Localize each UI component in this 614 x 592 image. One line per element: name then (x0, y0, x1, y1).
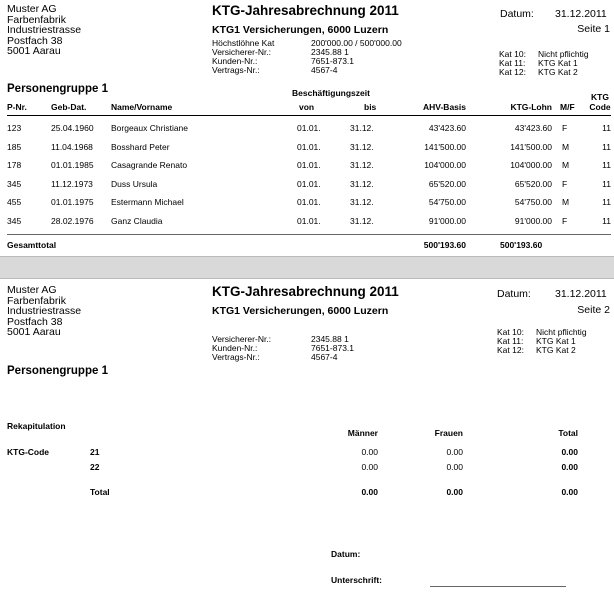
date-value: 31.12.2011 (555, 288, 607, 300)
cell-name: Casagrande Renato (111, 160, 188, 171)
cell-ktg: 91'000.00 (514, 216, 552, 226)
cell-dob: 11.04.1968 (51, 141, 93, 152)
cell-pnr: 178 (7, 160, 22, 171)
company-street: Industriestrasse (7, 24, 82, 36)
col-ktg: KTG-Lohn (510, 102, 552, 112)
col-from: von (299, 102, 315, 112)
col-code-top: KTG (591, 92, 609, 102)
customer-no-label: Kunden-Nr.: (212, 343, 258, 353)
category-text: KTG Kat 1 (536, 336, 576, 346)
cell-mf: F (562, 178, 568, 189)
cell-to: 31.12. (350, 197, 374, 208)
col-ahv: AHV-Basis (423, 102, 466, 112)
insurer-no-label: Versicherer-Nr.: (212, 334, 272, 344)
cell-ktg: 65'520.00 (514, 178, 552, 189)
cell-dob: 01.01.1975 (51, 197, 94, 208)
customer-no-value: 7651-873.1 (311, 343, 355, 353)
max-salary-label: Höchstlöhne Kat (212, 38, 275, 48)
recap-label: Rekapitulation (7, 421, 66, 431)
report-page-1 (0, 0, 614, 257)
cell-name: Borgeaux Christiane (111, 123, 189, 133)
col-men: Männer (347, 428, 378, 438)
signature-line (430, 586, 566, 587)
report-title: KTG-Jahresabrechnung 2011 (212, 3, 399, 18)
category-text: KTG Kat 1 (538, 58, 578, 68)
col-name: Name/Vorname (111, 102, 173, 112)
cell-ktg: 141'500.00 (510, 141, 552, 152)
recap-total: 0.00 (561, 462, 578, 472)
recap-total-women: 0.00 (446, 487, 463, 497)
company-name: Muster AG (7, 284, 57, 296)
cell-pnr: 123 (7, 123, 22, 133)
cell-name: Duss Ursula (111, 178, 158, 189)
cell-ahv: 54'750.00 (428, 197, 466, 208)
cell-ahv: 43'423.60 (428, 123, 466, 133)
cell-from: 01.01. (297, 160, 321, 171)
cell-from: 01.01. (297, 197, 321, 208)
company-address (7, 4, 81, 57)
recap-code: 22 (90, 462, 100, 472)
cell-dob: 11.12.1973 (51, 178, 93, 189)
cell-from: 01.01. (297, 178, 321, 189)
category-code: Kat 12: (499, 67, 526, 77)
cell-code: 11 (602, 216, 611, 226)
cell-code: 11 (602, 160, 611, 171)
date-value: 31.12.2011 (555, 8, 607, 20)
cell-ahv: 65'520.00 (428, 178, 466, 189)
insurer-no-value: 2345.88 1 (311, 334, 349, 344)
grand-total-ahv: 500'193.60 (423, 240, 466, 250)
page-number: Seite 1 (577, 23, 610, 35)
recap-men: 0.00 (361, 462, 378, 472)
insurer-no-label: Versicherer-Nr.: (212, 47, 272, 57)
cell-mf: M (562, 141, 570, 152)
company-street: Industriestrasse (7, 305, 82, 317)
cell-from: 01.01. (297, 123, 321, 133)
cell-code: 11 (602, 197, 611, 208)
cell-mf: F (562, 123, 568, 133)
category-text: Nicht pflichtig (538, 49, 589, 59)
max-salary-value: 200'000.00 / 500'000.00 (311, 38, 402, 48)
cell-code: 11 (602, 178, 611, 189)
category-codes (497, 328, 524, 355)
date-label: Datum: (497, 288, 531, 300)
info-values (311, 335, 354, 362)
contract-no-value: 4567-4 (311, 65, 338, 75)
report-title: KTG-Jahresabrechnung 2011 (212, 284, 399, 299)
cell-ahv: 141'500.00 (424, 141, 466, 152)
cell-pnr: 455 (7, 197, 22, 208)
company-pobox: Postfach 38 (7, 315, 63, 328)
cell-dob: 01.01.1985 (51, 160, 94, 171)
category-codes (499, 50, 526, 77)
category-code: Kat 11: (499, 58, 526, 68)
cell-mf: M (562, 197, 570, 208)
col-women: Frauen (434, 428, 463, 438)
category-code: Kat 10: (497, 327, 524, 337)
category-text: KTG Kat 2 (536, 345, 576, 355)
insurer-name: KTG1 Versicherungen, 6000 Luzern (212, 24, 389, 36)
employment-period-header: Beschäftigungszeit (292, 88, 370, 98)
col-mf: M/F (560, 102, 575, 112)
cell-to: 31.12. (350, 160, 374, 171)
cell-dob: 25.04.1960 (51, 123, 94, 133)
col-total: Total (558, 428, 578, 438)
info-values (311, 39, 402, 75)
cell-mf: M (562, 160, 570, 171)
customer-no-label: Kunden-Nr.: (212, 56, 258, 66)
insurer-no-value: 2345.88 1 (311, 47, 349, 57)
recap-total-total: 0.00 (561, 487, 578, 497)
page-number: Seite 2 (577, 304, 610, 316)
cell-ahv: 104'000.00 (424, 160, 466, 171)
customer-no-value: 7651-873.1 (311, 56, 355, 66)
cell-code: 11 (602, 141, 611, 152)
cell-name: Ganz Claudia (111, 216, 163, 226)
company-line: Farbenfabrik (7, 13, 66, 26)
cell-ahv: 91'000.00 (428, 216, 466, 226)
cell-pnr: 345 (7, 216, 22, 226)
category-code: Kat 10: (499, 49, 526, 59)
contract-no-label: Vertrags-Nr.: (212, 65, 260, 75)
company-pobox: Postfach 38 (7, 34, 63, 47)
ktg-code-label: KTG-Code (7, 447, 50, 457)
cell-to: 31.12. (350, 216, 374, 226)
cell-pnr: 185 (7, 141, 22, 152)
cell-ktg: 43'423.60 (514, 123, 552, 133)
signature-label: Unterschrift: (331, 575, 383, 585)
report-page-2 (0, 278, 614, 592)
col-pnr: P-Nr. (7, 102, 27, 112)
category-text: KTG Kat 2 (538, 67, 578, 77)
category-code: Kat 12: (497, 345, 524, 355)
grand-total-ktg: 500'193.60 (500, 240, 543, 250)
recap-total: 0.00 (561, 447, 578, 457)
cell-ktg: 54'750.00 (514, 197, 552, 208)
sign-date-label: Datum: (331, 549, 361, 559)
cell-pnr: 345 (7, 178, 22, 189)
contract-no-label: Vertrags-Nr.: (212, 352, 260, 362)
cell-mf: F (562, 216, 568, 226)
group-title: Personengruppe 1 (7, 365, 108, 377)
total-divider (7, 234, 611, 235)
cell-name: Bosshard Peter (111, 141, 170, 152)
header-divider (7, 115, 611, 116)
recap-women: 0.00 (446, 447, 463, 457)
company-city: 5001 Aarau (7, 326, 61, 338)
category-texts (536, 328, 587, 355)
recap-men: 0.00 (361, 447, 378, 457)
contract-no-value: 4567-4 (311, 352, 338, 362)
recap-total-label: Total (90, 487, 110, 497)
cell-to: 31.12. (350, 123, 374, 133)
info-labels (212, 39, 274, 75)
recap-code: 21 (90, 447, 100, 457)
company-name: Muster AG (7, 3, 57, 15)
col-dob: Geb-Dat. (51, 102, 87, 112)
insurer-name: KTG1 Versicherungen, 6000 Luzern (212, 305, 389, 317)
cell-code: 11 (602, 123, 611, 133)
cell-from: 01.01. (297, 141, 321, 152)
recap-women: 0.00 (446, 462, 463, 472)
date-label: Datum: (500, 8, 534, 20)
category-code: Kat 11: (497, 336, 524, 346)
cell-to: 31.12. (350, 141, 374, 152)
col-code-bottom: Code (589, 102, 611, 112)
col-to: bis (364, 102, 377, 112)
cell-name: Estermann Michael (111, 197, 184, 208)
cell-ktg: 104'000.00 (510, 160, 552, 171)
company-address (7, 285, 81, 338)
cell-from: 01.01. (297, 216, 321, 226)
grand-total-label: Gesamttotal (7, 240, 57, 250)
category-texts (538, 50, 589, 77)
category-text: Nicht pflichtig (536, 327, 587, 337)
cell-to: 31.12. (350, 178, 374, 189)
info-labels (212, 335, 271, 362)
cell-dob: 28.02.1976 (51, 216, 94, 226)
group-title: Personengruppe 1 (7, 83, 108, 95)
company-line: Farbenfabrik (7, 294, 66, 307)
recap-total-men: 0.00 (361, 487, 378, 497)
company-city: 5001 Aarau (7, 45, 61, 57)
